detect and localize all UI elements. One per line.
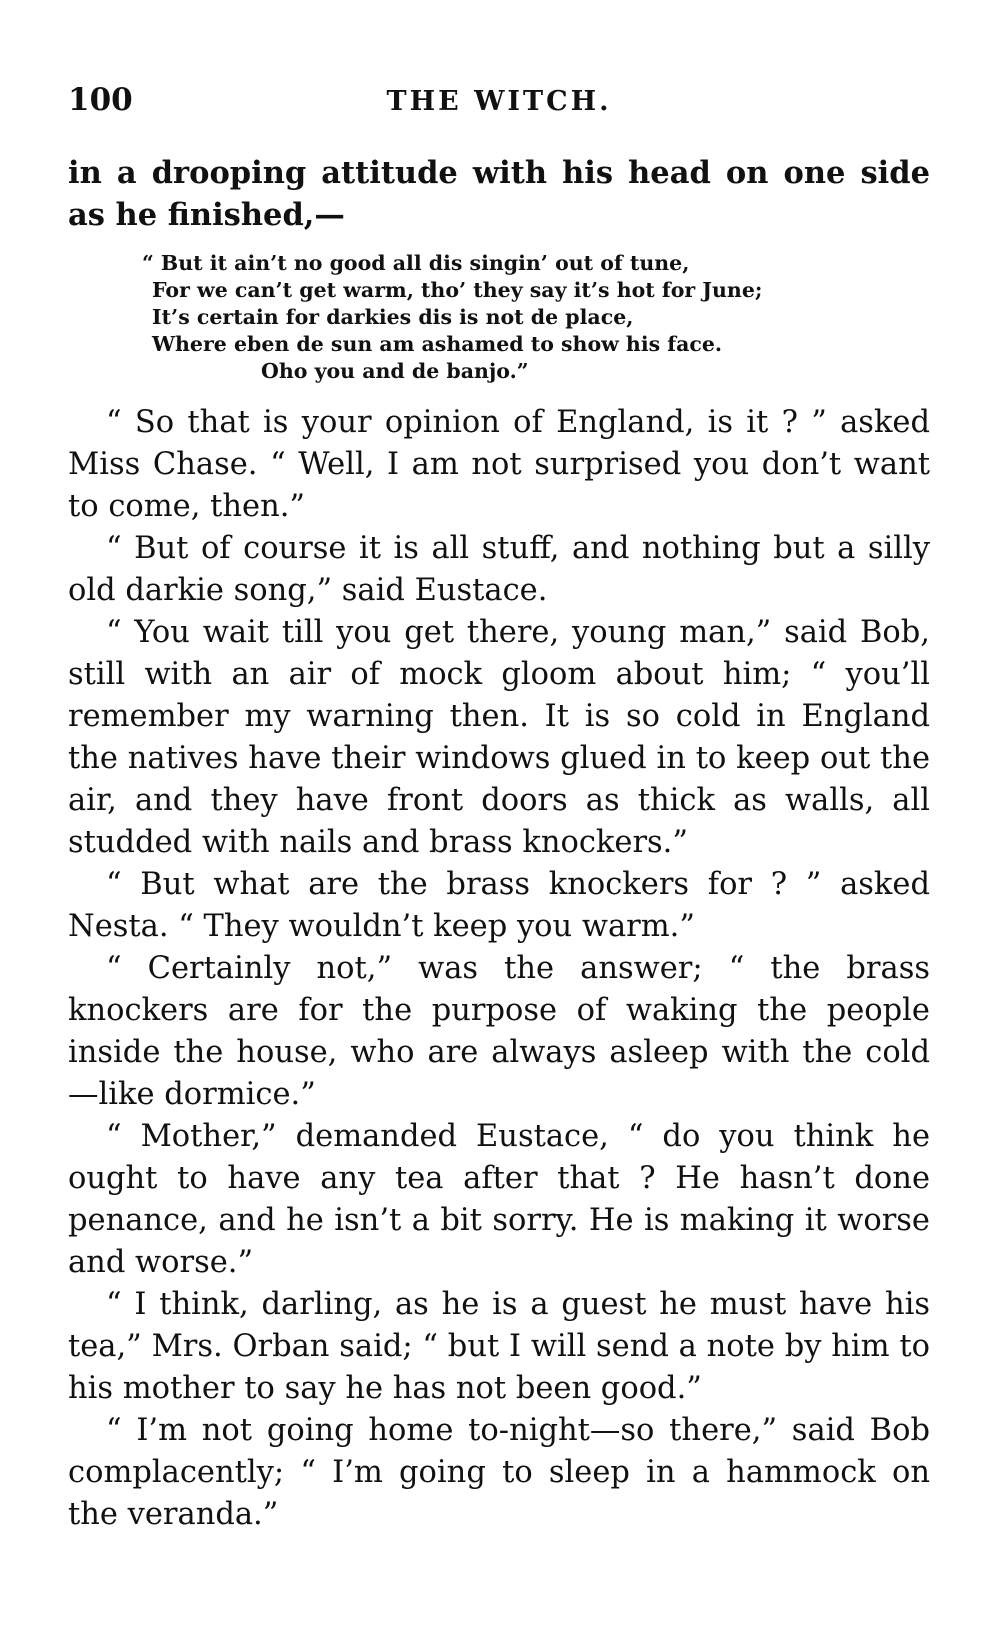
paragraph: “ Certainly not,” was the answer; “ the brass knockers are for the purpose of waking the people inside the house, who are always asleep with the cold—like dormice.” <box>68 951 930 1112</box>
song-verse <box>68 250 930 385</box>
page-number: 100 <box>68 82 133 118</box>
verse-line: It’s certain for darkies dis is not de place, <box>152 305 634 329</box>
paragraph: “ Mother,” demanded Eustace, “ do you think he ought to have any tea after that ? He hasn’t done penance, and he isn’t a bit sorry. He is making it worse and worse.” <box>68 1119 930 1280</box>
paragraph: “ You wait till you get there, young man,” said Bob, still with an air of mock gloom about him; “ you’ll remember my warning then. It is so cold in England the natives have their windows glued in to keep out the air, and they have front doors as thick as walls, all studded with nails and brass knockers.” <box>68 615 930 860</box>
paragraph: “ I think, darling, as he is a guest he must have his tea,” Mrs. Orban said; “ but I will send a note by him to his mother to say he has not been good.” <box>68 1287 930 1406</box>
paragraph: “ So that is your opinion of England, is it ? ” asked Miss Chase. “ Well, I am not surprised you don’t want to come, then.” <box>68 405 930 524</box>
verse-line: “ But it ain’t no good all dis singin’ out of tune, <box>142 251 690 275</box>
running-title: THE WITCH. <box>386 86 612 117</box>
body-text <box>68 152 930 1536</box>
verse-refrain: Oho you and de banjo.” <box>261 359 529 383</box>
verse-line: For we can’t get warm, tho’ they say it’s hot for June; <box>152 278 763 302</box>
verse-line: Where eben de sun am ashamed to show his face. <box>152 332 723 356</box>
paragraph: “ But of course it is all stuff, and nothing but a silly old darkie song,” said Eustace. <box>68 531 930 608</box>
opening-paragraph: in a drooping attitude with his head on one side as he finished,— <box>68 155 930 233</box>
paragraph: “ But what are the brass knockers for ? ” asked Nesta. “ They wouldn’t keep you warm.” <box>68 867 930 944</box>
paragraph: “ I’m not going home to-night—so there,” said Bob complacently; “ I’m going to sleep in a hammock on the veranda.” <box>68 1413 930 1532</box>
page-header <box>68 82 930 132</box>
